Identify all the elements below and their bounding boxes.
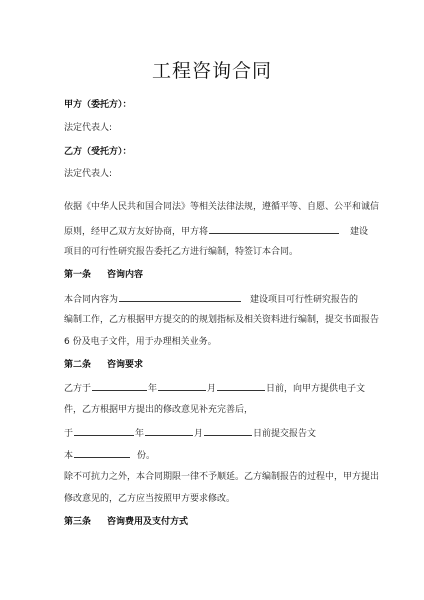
- year-blank-2[interactable]: [74, 426, 134, 436]
- article-2-line-4-tail: 份。: [137, 451, 156, 461]
- intro-line-2: [64, 224, 368, 238]
- document-title: 工程咨询合同: [151, 60, 272, 82]
- month-label-1: 月: [207, 384, 217, 394]
- article-2-heading: [64, 359, 143, 371]
- project-name-blank-2[interactable]: [119, 292, 241, 302]
- day-blank-2[interactable]: [204, 426, 252, 436]
- article-2-title: 咨询要求: [107, 360, 144, 370]
- article-2-line-6: 修改意见的，乙方应当按照甲方要求修改。: [64, 494, 236, 504]
- day-blank-1[interactable]: [217, 381, 265, 391]
- article-2-line-1: [64, 381, 365, 395]
- article-2-line-5: 除不可抗力之外，本合同期限一律不予顺延。乙方编制报告的过程中，甲方提出: [64, 472, 380, 482]
- article-3-heading: [64, 516, 188, 528]
- article-2-line-3: [64, 426, 316, 440]
- party-b-rep-label: 法定代表人:: [64, 169, 113, 179]
- month-label-2: 月: [194, 429, 204, 439]
- intro-line-2-text: 原则，经甲乙双方友好协商，甲方将: [64, 227, 209, 237]
- article-2-line-3-text: 于: [64, 429, 74, 439]
- intro-line-2-tail: 建设: [350, 227, 369, 237]
- article-2-line-1-tail: 日前，向甲方提供电子文: [266, 384, 366, 394]
- month-blank-2[interactable]: [145, 426, 193, 436]
- intro-line-3: 项目的可行性研究报告委托乙方进行编制，特签订本合同。: [64, 247, 299, 257]
- party-a-rep-label: 法定代表人:: [64, 123, 113, 133]
- article-3-title: 咨询费用及支付方式: [107, 517, 189, 527]
- article-1-line-3: 6 份及电子文件，用于办理相关业务。: [64, 337, 217, 347]
- article-2-line-4-text: 本: [64, 451, 74, 461]
- project-name-blank[interactable]: [209, 224, 339, 234]
- article-1-number: 第一条: [64, 270, 92, 280]
- intro-line-1: 依据《中华人民共和国合同法》等相关法律法规，遵循平等、自愿、公平和诚信: [64, 202, 380, 212]
- article-2-line-4: [64, 448, 155, 462]
- article-2-number: 第二条: [64, 360, 92, 370]
- year-blank-1[interactable]: [92, 381, 147, 391]
- article-1-title: 咨询内容: [107, 270, 144, 280]
- article-2-line-3-tail: 日前提交报告文: [253, 429, 317, 439]
- article-1-line-1-tail: 建设项目可行性研究报告的: [250, 295, 359, 305]
- year-label-2: 年: [135, 429, 145, 439]
- article-1-line-2: 编制工作，乙方根据甲方提交的的规划指标及相关资料进行编制，提交书面报告: [64, 315, 380, 325]
- party-b-label: 乙方（受托方）：: [64, 147, 132, 157]
- article-2-line-2: 件，乙方根据甲方提出的修改意见补充完善后，: [64, 405, 254, 415]
- article-1-heading: [64, 269, 143, 281]
- article-1-line-1-text: 本合同内容为: [64, 295, 119, 305]
- article-1-line-1: [64, 292, 358, 306]
- copies-blank[interactable]: [74, 448, 130, 458]
- article-2-line-1-text: 乙方于: [64, 384, 92, 394]
- year-label-1: 年: [148, 384, 158, 394]
- month-blank-1[interactable]: [158, 381, 206, 391]
- article-3-number: 第三条: [64, 517, 92, 527]
- party-a-label: 甲方（委托方）：: [64, 100, 132, 110]
